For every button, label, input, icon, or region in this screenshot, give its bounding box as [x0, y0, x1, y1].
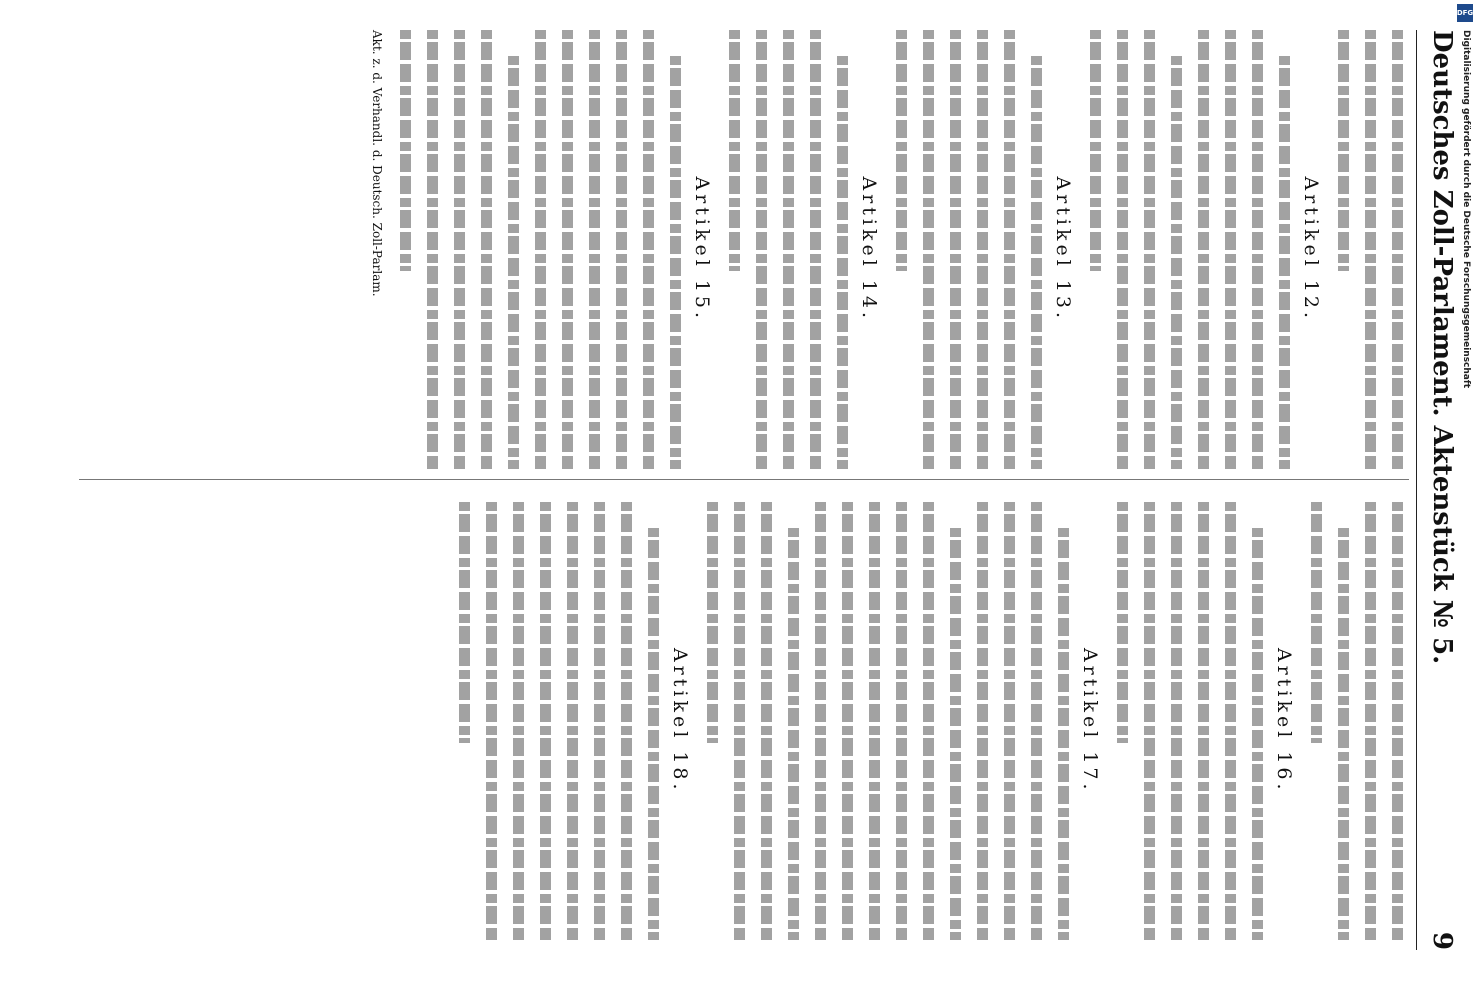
article-heading: Artikel 17. [1079, 647, 1101, 794]
page-title: Deutsches Zoll-Parlament. Aktenstück № 5. [1427, 30, 1457, 665]
article-heading: Artikel 13. [1052, 176, 1074, 323]
document-page [55, 0, 1475, 980]
prose-block [896, 30, 1042, 469]
digitization-credit: Digitalisierung gefördert durch die Deutsche Forschungsgemeinschaft [1461, 30, 1471, 389]
article-heading: Artikel 16. [1273, 647, 1295, 794]
prose-block [400, 30, 681, 469]
prose-block [729, 30, 848, 469]
prose-block [1090, 30, 1290, 469]
article-heading: Artikel 14. [858, 176, 880, 323]
left-column [79, 30, 1409, 480]
prose-block [459, 502, 659, 941]
prose-block [1311, 502, 1403, 941]
page-header [1416, 30, 1457, 950]
right-column [79, 502, 1409, 951]
article-heading: Artikel 15. [691, 176, 713, 323]
prose-block [707, 502, 1069, 941]
dfg-logo: DFG [1457, 4, 1473, 22]
prose-block [1117, 502, 1263, 941]
footer-note: Akt. z. d. Verhandl. d. Deutsch. Zoll-Parlam. [370, 30, 384, 297]
article-heading: Artikel 18. [669, 647, 691, 794]
text-columns [79, 30, 1409, 950]
article-heading: Artikel 12. [1300, 176, 1322, 323]
prose-block [1338, 30, 1403, 469]
page-number: 9 [1427, 931, 1457, 950]
